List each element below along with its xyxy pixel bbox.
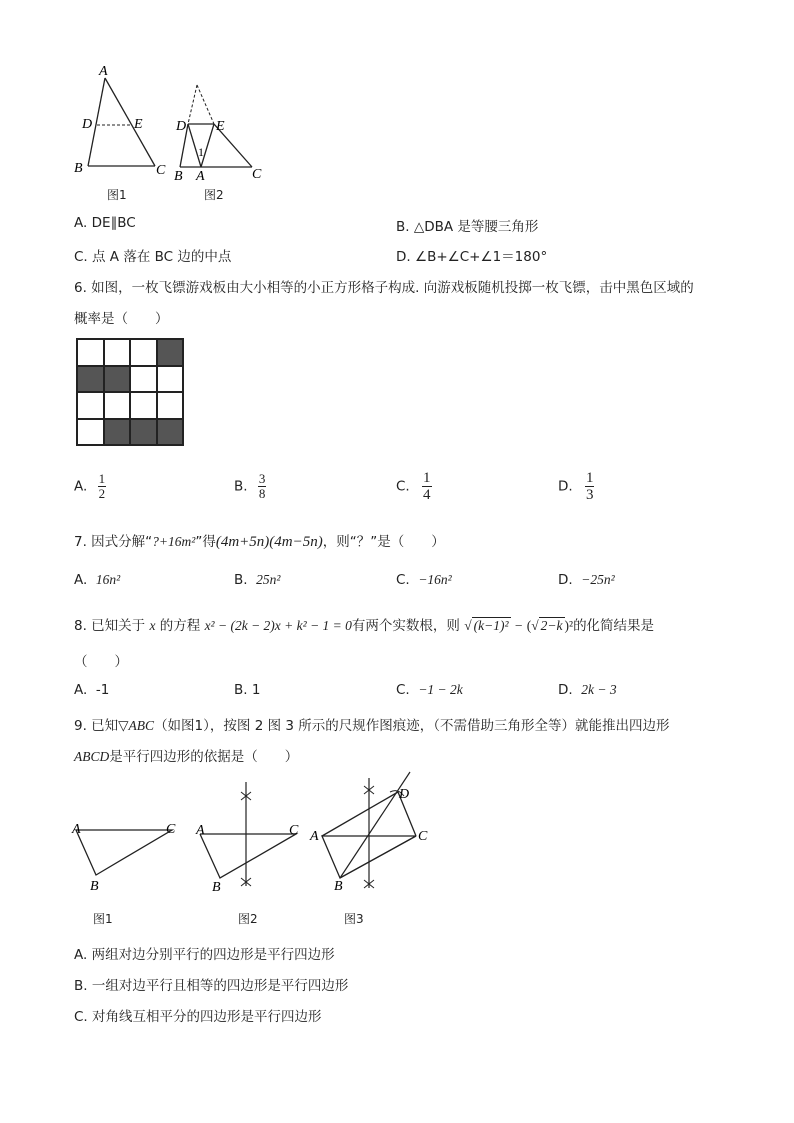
q6-option-d-fraction: $\frac{1}{3}$ bbox=[585, 470, 594, 503]
q5-fig2-label-B: B bbox=[174, 169, 183, 184]
q6-option-c-fraction: $\frac{1}{4}$ bbox=[423, 470, 431, 503]
grid-cell-2-2 bbox=[130, 392, 157, 419]
q9-fig1-label-A: A bbox=[72, 822, 81, 837]
q9-question-line2: ABCD是平行四边形的依据是（ ） bbox=[74, 749, 299, 765]
grid-cell-0-0 bbox=[77, 339, 104, 366]
q7-option-d: D. −25n² bbox=[558, 572, 615, 588]
q8-question-line1: 8. 已知关于 x 的方程 x² − (2k − 2)x + k² − 1 = 0有两个实数根，则 √ (k−1)² − (√ 2−k )²的化简结果是 bbox=[74, 618, 655, 634]
q7-question: 7. 因式分解“?+16m²”得(4m+5n)(4m−5n)，则“？”是（ ） bbox=[74, 534, 445, 550]
grid-cell-0-1 bbox=[104, 339, 131, 366]
q9-triangle-name: ▽ABC bbox=[118, 718, 155, 733]
q8-radical-1: (k−1)² bbox=[473, 618, 509, 633]
q9-fig3-label-B: B bbox=[334, 879, 343, 894]
grid-cell-2-1 bbox=[104, 392, 131, 419]
grid-cell-1-3 bbox=[157, 366, 184, 393]
q6-option-b-fraction: $\frac{3}{8}$ bbox=[258, 471, 266, 501]
q8-question-line2: （ ） bbox=[74, 654, 128, 670]
grid-cell-2-0 bbox=[77, 392, 104, 419]
q6-dartboard-grid bbox=[76, 338, 184, 446]
q6-option-a bbox=[74, 472, 106, 501]
q5-figure-2 bbox=[170, 80, 270, 185]
grid-cell-3-2 bbox=[130, 419, 157, 446]
q9-fig2-label-B: B bbox=[212, 880, 221, 895]
q6-option-a-fraction: $\frac{1}{2}$ bbox=[98, 471, 106, 501]
q9-figure-1 bbox=[71, 822, 176, 894]
q9-fig2-label-A: A bbox=[196, 823, 205, 838]
grid-cell-0-3 bbox=[157, 339, 184, 366]
q5-fig1-caption: 图1 bbox=[107, 188, 127, 202]
q5-option-d: D. ∠B+∠C+∠1＝180° bbox=[396, 249, 548, 265]
q5-fig2-label-D: D bbox=[176, 119, 187, 134]
q7-factored-result: (4m+5n)(4m−5n) bbox=[215, 534, 323, 550]
q5-fig1-label-B: B bbox=[74, 161, 83, 176]
q9-fig3-label-A: A bbox=[310, 829, 319, 844]
q6-question-line1: 6. 如图，一枚飞镖游戏板由大小相等的小正方形格子构成. 向游戏板随机投掷一枚飞镖，击中黑色区域的 bbox=[74, 280, 694, 296]
q6-option-c-letter: C. bbox=[396, 478, 410, 495]
q9-quadrilateral-name: ABCD bbox=[74, 749, 110, 764]
q5-fig2-label-C: C bbox=[252, 167, 262, 182]
grid-cell-1-0 bbox=[77, 366, 104, 393]
q5-option-a: A. DE∥BC bbox=[74, 215, 136, 231]
q5-figure-1 bbox=[68, 62, 178, 187]
q8-option-b: B. 1 bbox=[234, 682, 261, 698]
q8-option-d: D. 2k − 3 bbox=[558, 682, 617, 698]
q5-fig2-label-E: E bbox=[216, 119, 225, 134]
q9-fig3-label-C: C bbox=[418, 829, 428, 844]
q9-option-c: C. 对角线互相平分的四边形是平行四边形 bbox=[74, 1009, 322, 1025]
q5-fig1-label-D: D bbox=[82, 117, 93, 132]
q9-figures bbox=[60, 770, 450, 930]
q9-fig1-caption: 图1 bbox=[93, 912, 113, 926]
q6-option-a-letter: A. bbox=[74, 478, 88, 495]
grid-cell-2-3 bbox=[157, 392, 184, 419]
grid-cell-0-2 bbox=[130, 339, 157, 366]
q9-option-b: B. 一组对边平行且相等的四边形是平行四边形 bbox=[74, 978, 349, 994]
q5-fig1-label-C: C bbox=[156, 163, 166, 178]
grid-cell-3-3 bbox=[157, 419, 184, 446]
q9-option-a: A. 两组对边分别平行的四边形是平行四边形 bbox=[74, 947, 335, 963]
q6-option-c bbox=[396, 470, 432, 503]
q9-figure-3 bbox=[309, 772, 428, 894]
grid-cell-1-2 bbox=[130, 366, 157, 393]
q8-option-a: A. -1 bbox=[74, 682, 110, 698]
q9-fig3-label-D: D bbox=[399, 787, 410, 802]
q6-option-b bbox=[234, 472, 266, 501]
q5-option-c: C. 点 A 落在 BC 边的中点 bbox=[74, 249, 232, 265]
q9-fig3-caption: 图3 bbox=[344, 912, 364, 926]
q6-option-b-letter: B. bbox=[234, 478, 248, 495]
q9-fig2-label-C: C bbox=[289, 823, 299, 838]
q6-option-d bbox=[558, 470, 594, 503]
grid-cell-1-1 bbox=[104, 366, 131, 393]
q7-option-c: C. −16n² bbox=[396, 572, 452, 588]
q7-expression: ?+16m² bbox=[152, 534, 196, 549]
q5-fig1-label-E: E bbox=[134, 117, 143, 132]
q5-option-b: B. △DBA 是等腰三角形 bbox=[396, 219, 539, 235]
q8-option-c: C. −1 − 2k bbox=[396, 682, 463, 698]
grid-cell-3-1 bbox=[104, 419, 131, 446]
q7-option-a: A. 16n² bbox=[74, 572, 121, 588]
q8-radical-2: 2−k bbox=[540, 618, 563, 633]
q5-fig2-label-A: A bbox=[196, 169, 205, 184]
q7-option-b: B. 25n² bbox=[234, 572, 281, 588]
grid-cell-3-0 bbox=[77, 419, 104, 446]
q6-option-d-letter: D. bbox=[558, 478, 573, 495]
q6-question-line2: 概率是（ ） bbox=[74, 311, 169, 327]
q9-fig2-caption: 图2 bbox=[238, 912, 258, 926]
q5-fig2-caption: 图2 bbox=[204, 188, 224, 202]
q8-equation: x² − (2k − 2)x + k² − 1 = 0 bbox=[204, 618, 352, 633]
q5-fig1-label-A: A bbox=[99, 64, 108, 79]
q9-fig1-label-B: B bbox=[90, 879, 99, 894]
q9-fig1-label-C: C bbox=[166, 822, 176, 837]
q9-figure-2 bbox=[195, 782, 299, 895]
q5-fig2-label-1: 1 bbox=[198, 145, 204, 159]
q9-question-line1: 9. 已知▽ABC（如图1），按图 2 图 3 所示的尺规作图痕迹，（不需借助三角形全等）就能推出四边形 bbox=[74, 718, 670, 734]
